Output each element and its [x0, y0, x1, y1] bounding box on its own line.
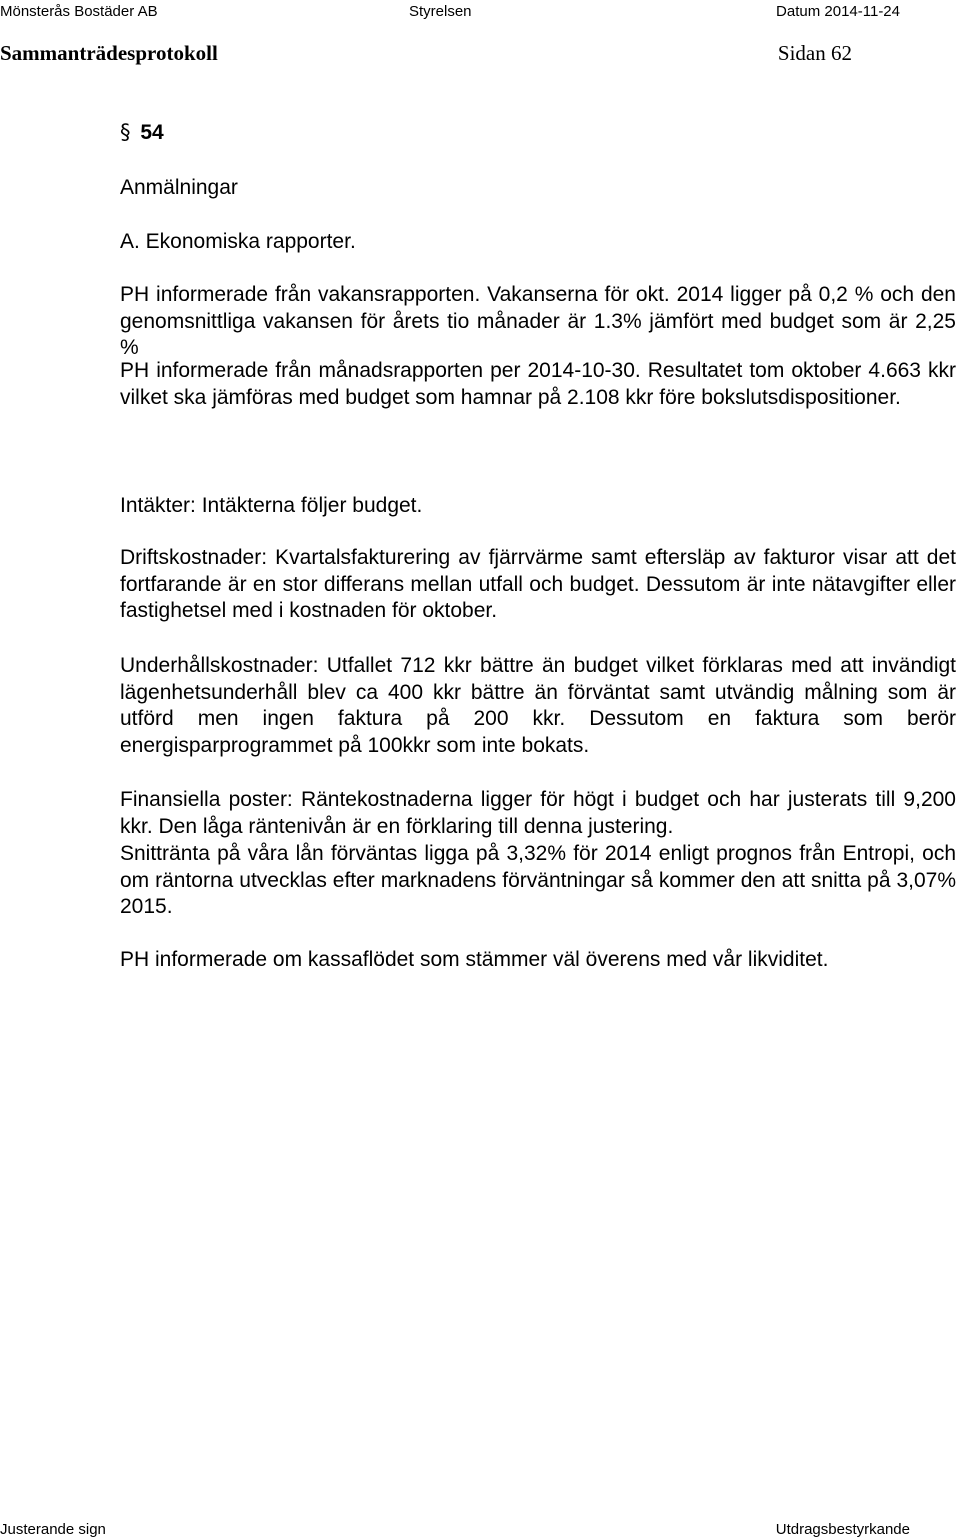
- paragraph-vacancy-report: PH informerade från vakansrapporten. Vakanserna för okt. 2014 ligger på 0,2 % och den genomsnittliga vakansen för årets tio månader är 1.3% jämfört med budget som är 2,25 %: [120, 283, 956, 360]
- paragraph-mark: §: [120, 120, 131, 144]
- section-subtitle: A. Ekonomiska rapporter.: [120, 230, 356, 253]
- document-title: Sammanträdesprotokoll: [0, 41, 218, 65]
- paragraph-cash-flow: PH informerade om kassaflödet som stämmer väl överens med vår likviditet.: [120, 948, 829, 971]
- paragraph-monthly-report: PH informerade från månadsrapporten per 2014-10-30. Resultatet tom oktober 4.663 kkr vilket ska jämföras med budget som hamnar på 2.108 kkr före bokslutsdispositioner.: [120, 359, 956, 409]
- paragraph-financial-items: Finansiella poster: Räntekostnaderna ligger för högt i budget och har justerats till 9,200 kkr. Den låga räntenivån är en förklaring till denna justering.: [120, 788, 956, 838]
- page-number: Sidan 62: [777, 41, 852, 65]
- paragraph-maintenance-costs: Underhållskostnader: Utfallet 712 kkr bättre än budget vilket förklaras med att invändigt lägenhetsunderhåll blev ca 400 kkr bättre än förväntat samt utvändig målning som är utförd men ingen faktura på 200 kkr. Dessutom en faktura som berör energisparprogrammet på 100kkr som inte bokats.: [120, 654, 956, 758]
- header-organization: Mönsterås Bostäder AB: [0, 3, 158, 20]
- header-department: Styrelsen: [409, 3, 472, 20]
- footer-signature-label: Justerande sign: [0, 1521, 106, 1538]
- section-heading: [120, 119, 164, 146]
- paragraph-operating-costs: Driftskostnader: Kvartalsfakturering av fjärrvärme samt eftersläp av fakturor visar att det fortfarande är en stor differans mellan utfall och budget. Dessutom är inte nätavgifter eller fastighetsel med i kostnaden för oktober.: [120, 546, 956, 623]
- paragraph-average-interest: Snittränta på våra lån förväntas ligga på 3,32% för 2014 enligt prognos från Entropi, och om räntorna utvecklas efter marknadens förväntningar så kommer den att snitta på 3,07% 2015.: [120, 842, 956, 919]
- footer-certification-label: Utdragsbestyrkande: [775, 1521, 910, 1538]
- paragraph-income: Intäkter: Intäkterna följer budget.: [120, 494, 423, 517]
- section-number: 54: [140, 121, 164, 144]
- section-title: Anmälningar: [120, 176, 238, 199]
- header-date: Datum 2014-11-24: [776, 3, 900, 20]
